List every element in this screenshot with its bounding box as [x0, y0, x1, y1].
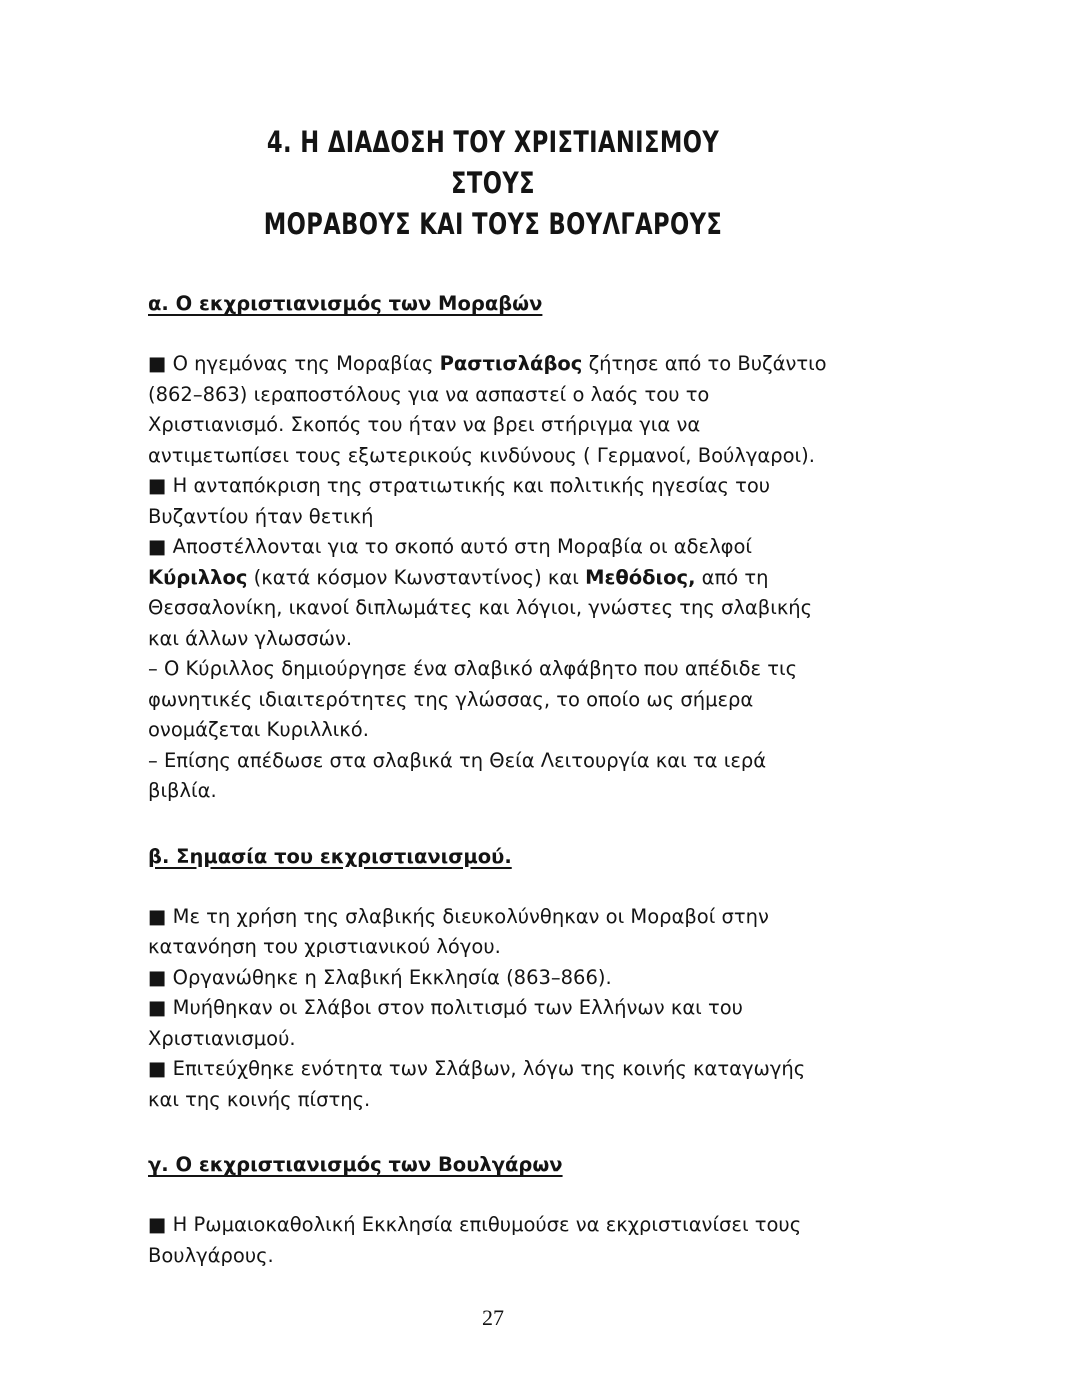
section-beta-body	[148, 902, 948, 1116]
bullet-line	[148, 471, 948, 502]
bullet-line	[148, 1054, 948, 1085]
text-run: από τη	[695, 565, 769, 589]
dash-line	[148, 746, 948, 777]
continuation-line	[148, 380, 948, 411]
bullet-line	[148, 532, 948, 563]
text-run: και της κοινής πίστης.	[148, 1087, 371, 1111]
text-run: – Ο Κύριλλος δημιούργησε ένα σλαβικό αλφάβητο που απέδιδε τις	[148, 657, 798, 680]
section-gamma-body	[148, 1210, 948, 1271]
text-run: (κατά κόσμον Κωνσταντίνος) και	[247, 565, 586, 589]
text-run: ■ Με τη χρήση της σλαβικής διευκολύνθηκαν οι Μοραβοί στην	[148, 904, 769, 928]
text-run: ■ Οργανώθηκε η Σλαβική Εκκλησία (863–866).	[148, 965, 612, 989]
continuation-line	[148, 441, 948, 472]
text-run: ζήτησε από το Βυζάντιο	[582, 352, 827, 375]
text-run: Θεσσαλονίκη, ικανοί διπλωμάτες και λόγιοι, γνώστες της σλαβικής	[148, 596, 813, 619]
text-run: (862–863) ιεραποστόλους για να ασπαστεί ο λαός του το	[148, 382, 710, 406]
continuation-line	[148, 624, 948, 655]
text-run: Χριστιανισμό. Σκοπός του ήταν να βρει στήριγμα για να	[148, 413, 701, 436]
continuation-line	[148, 715, 948, 746]
text-run: βιβλία.	[148, 779, 217, 802]
continuation-line	[148, 563, 948, 594]
section-heading-gamma: γ. Ο εκχριστιανισμός των Βουλγάρων	[148, 1153, 563, 1176]
continuation-line	[148, 410, 948, 441]
continuation-line	[148, 1085, 948, 1116]
section-heading-beta: β. Σημασία του εκχριστιανισμού.	[148, 844, 512, 868]
text-run-bold: Ραστισλάβος	[439, 352, 583, 375]
page-number: 27	[482, 1305, 504, 1330]
dash-line	[148, 654, 948, 685]
text-run: Βουλγάρους.	[148, 1243, 274, 1267]
text-run: και άλλων γλωσσών.	[148, 626, 353, 650]
text-run: ■ Αποστέλλονται για το σκοπό αυτό στη Μοραβία οι αδελφοί	[148, 535, 753, 558]
text-run: ■ Μυήθηκαν οι Σλάβοι στον πολιτισμό των Ελλήνων και του	[148, 996, 743, 1019]
bullet-line	[148, 902, 948, 933]
bullet-line	[148, 993, 948, 1024]
section-alpha-body	[148, 349, 948, 807]
text-run: ■ Η Ρωμαιοκαθολική Εκκλησία επιθυμούσε να εκχριστιανίσει τους	[148, 1213, 802, 1236]
page-title-line1: 4. Η ΔΙΑΔΟΣΗ ΤΟΥ ΧΡΙΣΤΙΑΝΙΣΜΟΥ ΣΤΟΥΣ	[266, 125, 720, 200]
text-run: αντιμετωπίσει τους εξωτερικούς κινδύνους ( Γερμανοί, Βούλγαροι).	[148, 443, 815, 467]
text-run-bold: Μεθόδιος,	[585, 565, 696, 589]
page-title-line2: ΜΟΡΑΒΟΥΣ ΚΑΙ ΤΟΥΣ ΒΟΥΛΓΑΡΟΥΣ	[263, 207, 723, 241]
bullet-line	[148, 1210, 948, 1241]
text-run: Βυζαντίου ήταν θετική	[148, 504, 374, 528]
continuation-line	[148, 593, 948, 624]
bullet-line	[148, 963, 948, 994]
page-content	[148, 0, 948, 1271]
text-run: κατανόηση του χριστιανικού λόγου.	[148, 935, 501, 958]
text-run: φωνητικές ιδιαιτερότητες της γλώσσας, το οποίο ως σήμερα	[148, 687, 754, 711]
continuation-line	[148, 776, 948, 807]
text-run: Χριστιανισμού.	[148, 1026, 296, 1050]
continuation-line	[148, 502, 948, 533]
continuation-line	[148, 685, 948, 716]
continuation-line	[148, 1024, 948, 1055]
text-run-bold: Κύριλλος	[148, 565, 248, 589]
bullet-line	[148, 349, 948, 380]
text-run: ■ Η ανταπόκριση της στρατιωτικής και πολιτικής ηγεσίας του	[148, 474, 771, 497]
section-heading-alpha: α. Ο εκχριστιανισμός των Μοραβών	[148, 292, 543, 315]
continuation-line	[148, 1241, 948, 1272]
text-run: ■ Ο ηγεμόνας της Μοραβίας	[148, 352, 440, 375]
continuation-line	[148, 932, 948, 963]
text-run: – Επίσης απέδωσε στα σλαβικά τη Θεία Λειτουργία και τα ιερά	[148, 748, 767, 772]
page-title	[224, 122, 762, 245]
text-run: ονομάζεται Κυριλλικό.	[148, 718, 369, 741]
text-run: ■ Επιτεύχθηκε ενότητα των Σλάβων, λόγω της κοινής καταγωγής	[148, 1057, 806, 1080]
